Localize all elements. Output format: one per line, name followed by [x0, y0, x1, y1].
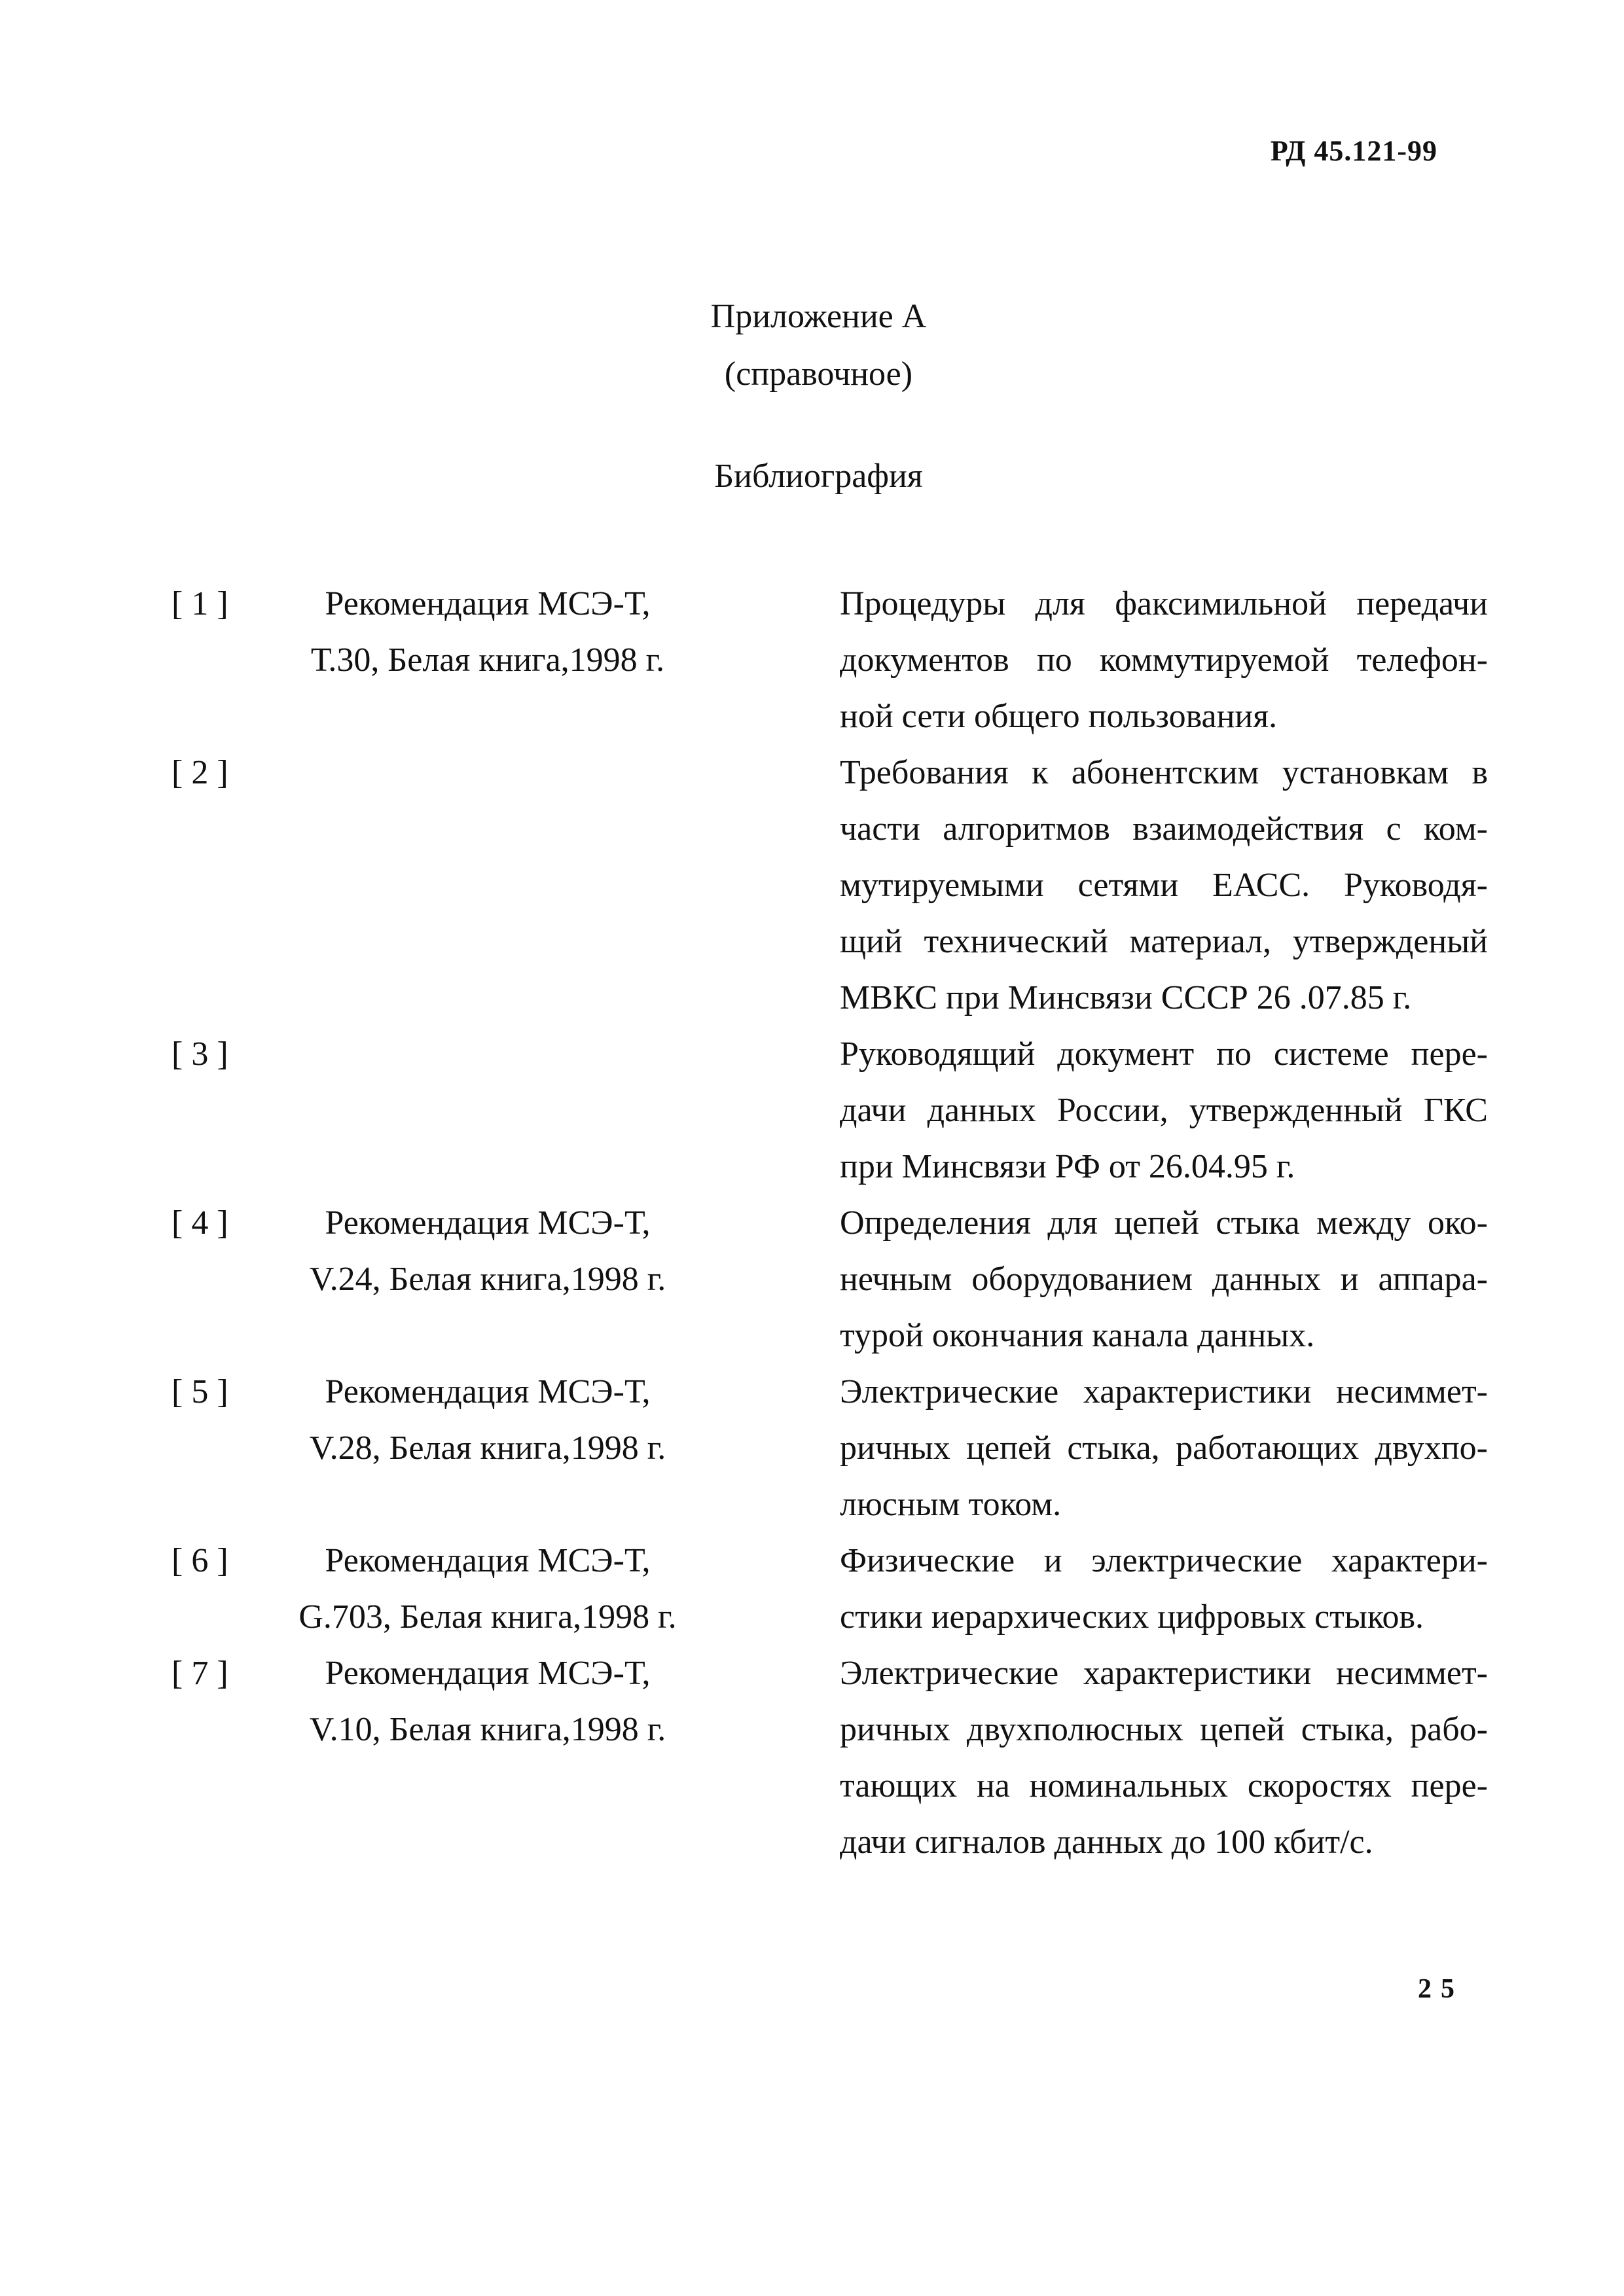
entry-reference: Рекомендация МСЭ-Т, V.24, Белая книга,1998 г.	[309, 1204, 666, 1298]
entry-reference: Рекомендация МСЭ-Т, V.10, Белая книга,1998 г.	[309, 1655, 666, 1748]
appendix-heading	[0, 288, 1624, 505]
entry-number: [ 1 ]	[171, 585, 228, 622]
entry-number: [ 3 ]	[171, 1035, 228, 1073]
entry-description: Руководящий документ по системе пере- дачи данных России, утвержденный ГКС при Минсвязи РФ от 26.04.95 г.	[840, 1035, 1488, 1185]
bibliography-title: Библиография	[714, 457, 923, 495]
document-code: РД 45.121-99	[1270, 135, 1437, 167]
entry-number: [ 4 ]	[171, 1204, 228, 1242]
entry-number: [ 2 ]	[171, 754, 228, 791]
appendix-title: Приложение А	[710, 298, 927, 335]
entry-reference: Рекомендация МСЭ-Т, G.703, Белая книга,1998 г.	[298, 1542, 677, 1636]
entry-number: [ 6 ]	[171, 1542, 228, 1579]
page-number: 25	[1418, 1974, 1464, 2004]
entry-description: Процедуры для факсимильной передачи документов по коммутируемой телефон- ной сети общего пользования.	[840, 585, 1488, 735]
entry-description: Физические и электрические характери- стики иерархических цифровых стыков.	[840, 1542, 1488, 1636]
entry-number: [ 7 ]	[171, 1655, 228, 1692]
appendix-type: (справочное)	[724, 355, 913, 393]
entry-number: [ 5 ]	[171, 1373, 228, 1410]
entry-reference: Рекомендация МСЭ-Т, V.28, Белая книга,1998 г.	[309, 1373, 666, 1467]
entry-description: Электрические характеристики несиммет- ричных цепей стыка, работающих двухпо- люсным током.	[840, 1373, 1488, 1523]
entry-reference: Рекомендация МСЭ-Т, Т.30, Белая книга,1998 г.	[310, 585, 665, 679]
entry-description: Электрические характеристики несиммет- ричных двухполюсных цепей стыка, рабо- тающих на номинальных скоростях пере- дачи сигналов данных до 100 кбит/с.	[840, 1655, 1488, 1861]
entry-description: Требования к абонентским установкам в части алгоритмов взаимодействия с ком- мутируемыми сетями ЕАСС. Руководя- щий технический материал, утвержденый МВКС при Минсвязи СССР 26 .07.85 г.	[840, 754, 1488, 1016]
entry-description: Определения для цепей стыка между око- нечным оборудованием данных и аппара- турой окончания канала данных.	[840, 1204, 1488, 1354]
